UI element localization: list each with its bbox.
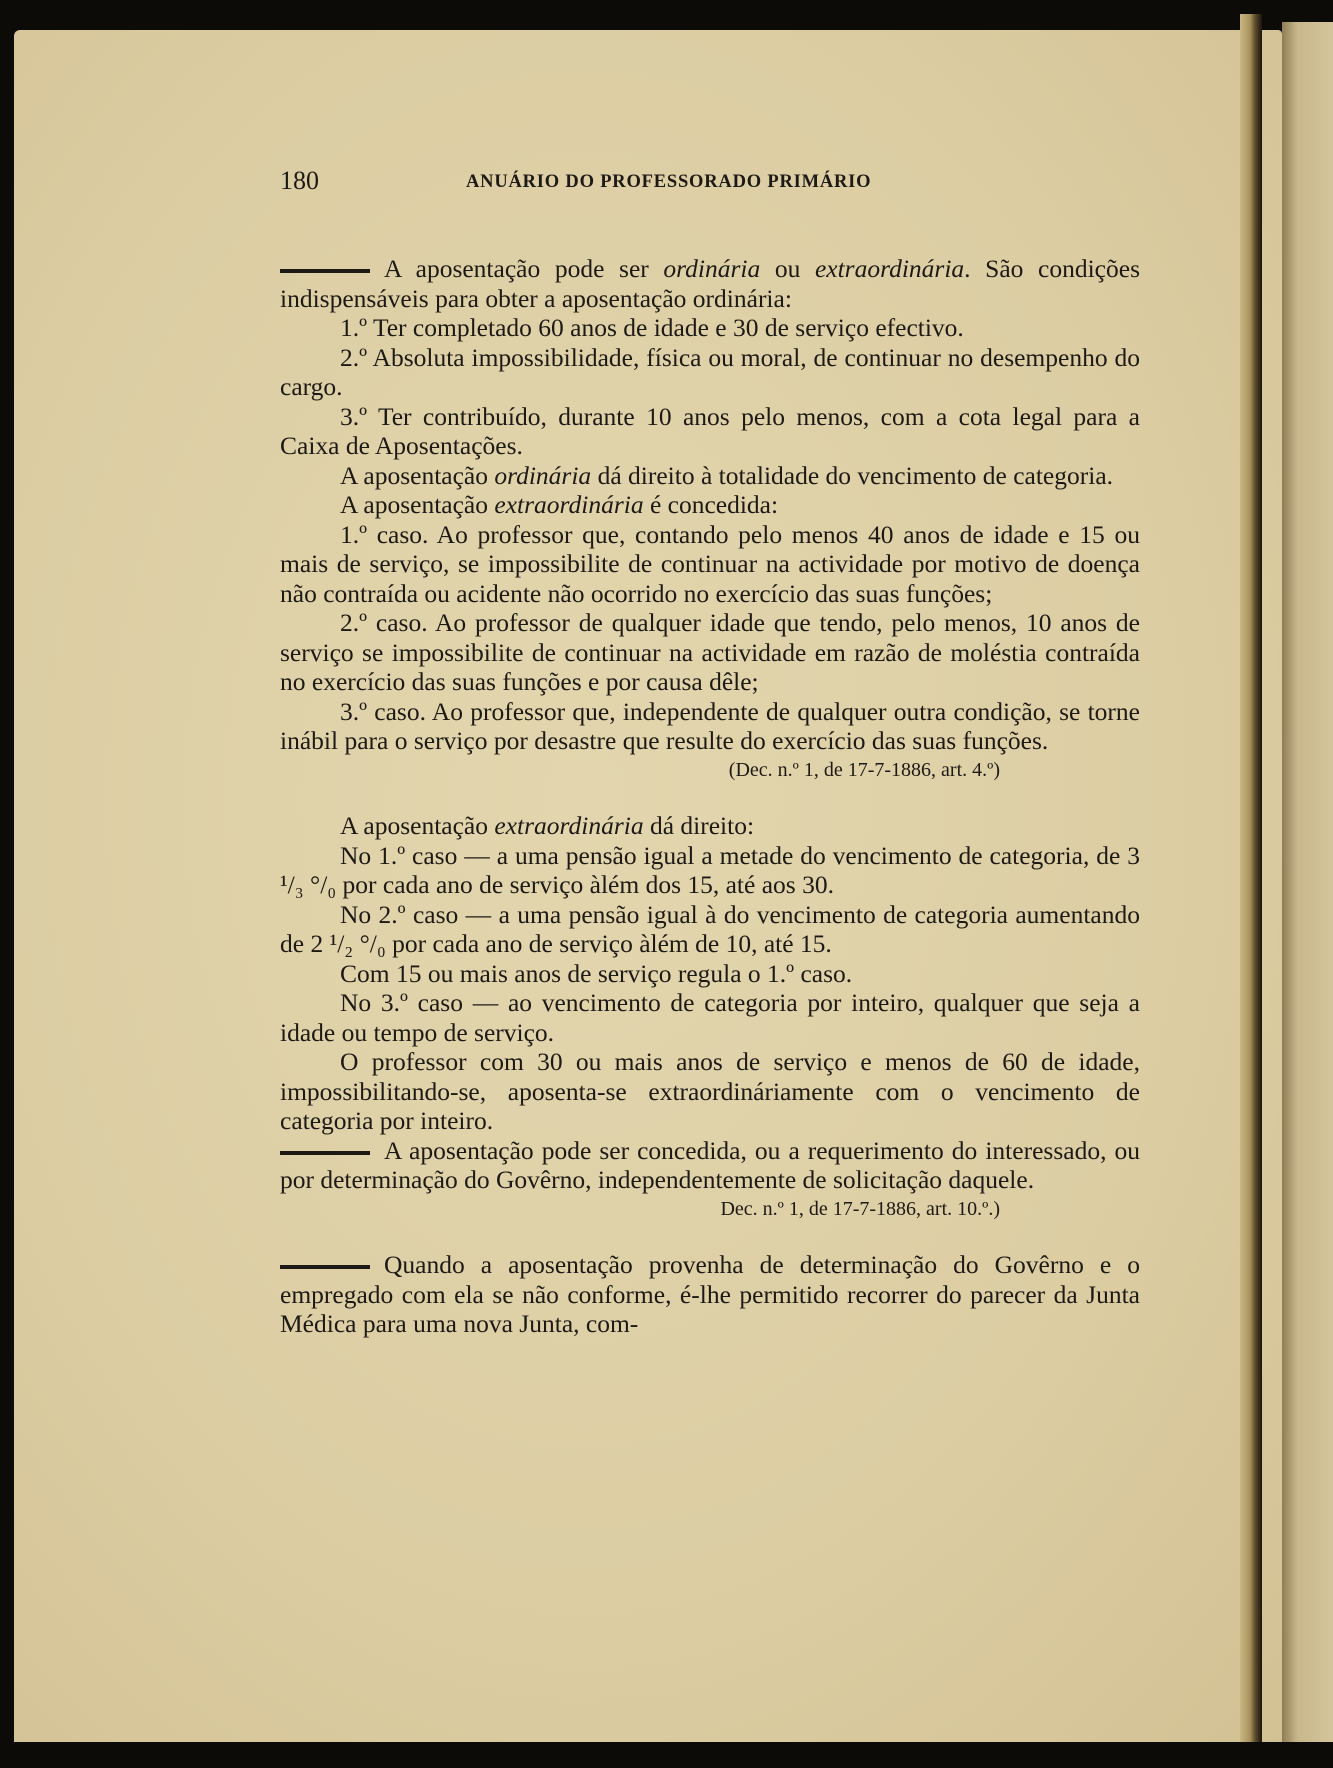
book-spine bbox=[1240, 14, 1262, 1742]
condition-2: 2.º Absoluta impossibilidade, física ou moral, de continuar no desempenho do cargo. bbox=[280, 342, 1140, 401]
spacer bbox=[280, 1224, 1140, 1250]
direito-caso-3: No 3.º caso — ao vencimento de categoria por inteiro, qualquer que seja a idade ou tempo de serviço. bbox=[280, 988, 1140, 1047]
section-dash bbox=[280, 1265, 370, 1269]
caso-2: 2.º caso. Ao professor de qualquer idade que tendo, pelo menos, 10 anos de serviço se impossibilite de continuar na actividade em razão de moléstia contraída no exercício das suas funções e por causa dêle; bbox=[280, 608, 1140, 696]
paragraph-junta-medica: Quando a aposentação provenha de determinação do Govêrno e o empregado com ela se não conforme, é-lhe permitido recorrer do parecer da Junta Médica para uma nova Junta, com- bbox=[280, 1250, 1140, 1338]
page-number: 180 bbox=[280, 166, 319, 195]
citation-1: (Dec. n.º 1, de 17-7-1886, art. 4.º) bbox=[728, 758, 1000, 781]
paragraph-concessao: A aposentação pode ser concedida, ou a requerimento do interessado, ou por determinação do Govêrno, independentemente de solicitação daquele. bbox=[280, 1135, 1140, 1194]
section-dash bbox=[280, 269, 370, 273]
paragraph-extraordinaria: A aposentação extraordinária é concedida: bbox=[340, 490, 779, 519]
direito-caso-2: No 2.º caso — a uma pensão igual à do vencimento de categoria aumentando de 2 ¹/₂ °/₀ por cada ano de serviço àlém de 10, até 15. bbox=[280, 899, 1140, 958]
direito-regula: Com 15 ou mais anos de serviço regula o 1.º caso. bbox=[340, 958, 853, 988]
facing-page-edge bbox=[1282, 22, 1333, 1742]
section-dash bbox=[280, 1151, 370, 1155]
paragraph-ordinaria-direito: A aposentação ordinária dá direito à totalidade do vencimento de categoria. bbox=[340, 460, 1114, 490]
citation-2: Dec. n.º 1, de 17-7-1886, art. 10.º.) bbox=[720, 1197, 1000, 1220]
condition-3: 3.º Ter contribuído, durante 10 anos pelo menos, com a cota legal para a Caixa de Aposentações. bbox=[280, 401, 1140, 460]
paragraph-direito: A aposentação extraordinária dá direito: bbox=[340, 811, 755, 840]
caso-1: 1.º caso. Ao professor que, contando pelo menos 40 anos de idade e 15 ou mais de serviço, se impossibilite de continuar na actividade por motivo de doença não contraída ou acidente não ocorrido no exercício das suas funções; bbox=[280, 519, 1140, 608]
paragraph-ordinaria: A aposentação pode ser ordinária ou extraordinária. São condições indispensáveis para obter a aposentação ordinária: bbox=[280, 254, 1140, 313]
running-title: ANUÁRIO DO PROFESSORADO PRIMÁRIO bbox=[466, 172, 872, 192]
condition-1: 1.º Ter completado 60 anos de idade e 30 de serviço efectivo. bbox=[340, 313, 964, 342]
caso-3: 3.º caso. Ao professor que, independente de qualquer outra condição, se torne inábil para o serviço por desastre que resulte do exercício das suas funções. bbox=[280, 696, 1140, 755]
spacer bbox=[280, 785, 1140, 811]
paragraph-30-anos: O professor com 30 ou mais anos de serviço e menos de 60 de idade, impossibilitando-se, aposenta-se extraordináriamente com o vencimento de categoria por inteiro. bbox=[280, 1047, 1140, 1135]
page-body bbox=[280, 254, 1140, 1339]
direito-caso-1: No 1.º caso — a uma pensão igual a metade do vencimento de categoria, de 3 ¹/₃ °/₀ por cada ano de serviço àlém dos 15, até aos 30. bbox=[280, 840, 1140, 899]
